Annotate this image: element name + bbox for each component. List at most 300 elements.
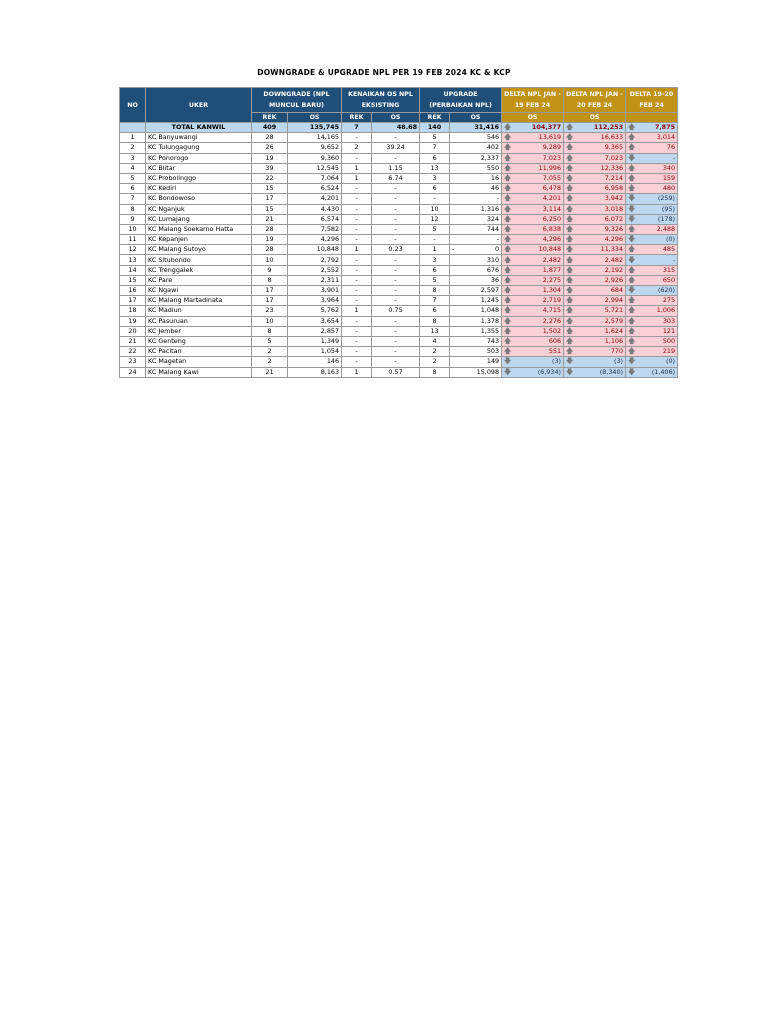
arrow-up-icon: 🡅 — [504, 316, 512, 325]
delta-cell: 🡅 6,250 — [502, 214, 564, 224]
row-kn-os: 1.15 — [372, 163, 420, 173]
row-kn-rek: - — [342, 184, 372, 194]
row-dg-rek: 2 — [252, 347, 288, 357]
row-kn-rek: - — [342, 326, 372, 336]
arrow-up-icon: 🡅 — [504, 204, 512, 213]
row-ug-rek: 6 — [420, 153, 450, 163]
row-kn-rek: 1 — [342, 306, 372, 316]
row-no: 7 — [120, 194, 146, 204]
row-kn-rek: - — [342, 286, 372, 296]
delta-cell: 🡅 3,942 — [564, 194, 626, 204]
delta-cell: 🡅 7,023 — [502, 153, 564, 163]
row-ug-os: 503 — [450, 347, 502, 357]
arrow-up-icon: 🡅 — [566, 275, 574, 284]
row-kn-rek: - — [342, 265, 372, 275]
delta-cell: 🡇 (6,934) — [502, 367, 564, 377]
row-kn-os: 0.23 — [372, 245, 420, 255]
delta-cell: 🡅 340 — [626, 163, 678, 173]
total-ug-rek: 140 — [420, 123, 450, 133]
delta-cell: 🡅 2,994 — [564, 296, 626, 306]
delta-cell: 🡅 3,014 — [626, 133, 678, 143]
delta-cell: 🡇 (0) — [626, 235, 678, 245]
row-dg-rek: 8 — [252, 275, 288, 285]
row-dg-os: 9,360 — [288, 153, 342, 163]
arrow-up-icon: 🡅 — [566, 235, 574, 244]
row-kn-os: 0.75 — [372, 306, 420, 316]
arrow-up-icon: 🡅 — [504, 194, 512, 203]
arrow-up-icon: 🡅 — [504, 275, 512, 284]
row-dg-os: 8,163 — [288, 367, 342, 377]
delta-cell: 🡅 10,848 — [502, 245, 564, 255]
delta-cell: 🡇 (620) — [626, 286, 678, 296]
delta-cell: 🡅 4,201 — [502, 194, 564, 204]
subheader-os: OS — [372, 113, 420, 123]
row-ug-rek: 13 — [420, 326, 450, 336]
arrow-up-icon: 🡅 — [504, 235, 512, 244]
arrow-up-icon: 🡅 — [566, 286, 574, 295]
total-delta-3: 🡅 7,875 — [626, 123, 678, 133]
delta-cell: 🡅 16,633 — [564, 133, 626, 143]
delta-cell: 🡅 315 — [626, 265, 678, 275]
row-kn-rek: 1 — [342, 367, 372, 377]
total-no — [120, 123, 146, 133]
row-dg-rek: 28 — [252, 133, 288, 143]
arrow-up-icon: 🡅 — [566, 265, 574, 274]
row-ug-os: 546 — [450, 133, 502, 143]
arrow-up-icon: 🡅 — [566, 245, 574, 254]
delta-cell: 🡅 303 — [626, 316, 678, 326]
row-uker: KC Bondowoso — [146, 194, 252, 204]
row-ug-os: - 0 — [450, 245, 502, 255]
row-kn-os: - — [372, 296, 420, 306]
arrow-up-icon: 🡅 — [566, 255, 574, 264]
delta-cell: 🡇 (3) — [564, 357, 626, 367]
row-uker: KC Pare — [146, 275, 252, 285]
row-dg-os: 9,652 — [288, 143, 342, 153]
row-dg-rek: 17 — [252, 286, 288, 296]
arrow-up-icon: 🡅 — [628, 265, 636, 274]
delta-cell: 🡅 6,838 — [502, 224, 564, 234]
delta-cell: 🡇 (0) — [626, 357, 678, 367]
row-uker: KC Situbondo — [146, 255, 252, 265]
row-dg-os: 14,165 — [288, 133, 342, 143]
row-uker: KC Lumajang — [146, 214, 252, 224]
row-ug-os: 324 — [450, 214, 502, 224]
arrow-up-icon: 🡅 — [504, 326, 512, 335]
row-uker: KC Malang Soekarno Hatta — [146, 224, 252, 234]
row-ug-rek: 10 — [420, 204, 450, 214]
delta-cell: 🡇 - — [626, 153, 678, 163]
row-dg-rek: 15 — [252, 204, 288, 214]
table-row — [120, 347, 678, 357]
row-no: 12 — [120, 245, 146, 255]
row-dg-rek: 28 — [252, 224, 288, 234]
row-kn-os: - — [372, 357, 420, 367]
row-kn-rek: - — [342, 296, 372, 306]
delta-cell: 🡅 9,365 — [564, 143, 626, 153]
table-row — [120, 326, 678, 336]
header-delta-jan-20: DELTA NPL JAN - 20 FEB 24 — [564, 88, 626, 113]
row-dg-os: 4,201 — [288, 194, 342, 204]
arrow-up-icon: 🡅 — [566, 214, 574, 223]
delta-cell: 🡅 480 — [626, 184, 678, 194]
subheader-os: OS — [288, 113, 342, 123]
arrow-up-icon: 🡅 — [504, 224, 512, 233]
total-kn-rek: 7 — [342, 123, 372, 133]
row-kn-os: 6.74 — [372, 173, 420, 183]
row-no: 21 — [120, 336, 146, 346]
row-uker: KC Pacitan — [146, 347, 252, 357]
arrow-up-icon: 🡅 — [504, 265, 512, 274]
delta-cell: 🡅 2,275 — [502, 275, 564, 285]
row-uker: KC Trenggalek — [146, 265, 252, 275]
delta-cell: 🡅 1,006 — [626, 306, 678, 316]
row-kn-os: 39.24 — [372, 143, 420, 153]
delta-cell: 🡅 9,289 — [502, 143, 564, 153]
arrow-up-icon: 🡅 — [628, 306, 636, 315]
row-ug-rek: 12 — [420, 214, 450, 224]
arrow-up-icon: 🡅 — [504, 255, 512, 264]
row-dg-os: 146 — [288, 357, 342, 367]
row-kn-os: - — [372, 224, 420, 234]
npl-table — [119, 87, 678, 378]
row-dg-rek: 10 — [252, 316, 288, 326]
arrow-up-icon: 🡅 — [628, 347, 636, 356]
arrow-up-icon: 🡅 — [566, 123, 574, 132]
delta-cell: 🡅 6,478 — [502, 184, 564, 194]
row-ug-os: 15,098 — [450, 367, 502, 377]
row-kn-os: - — [372, 275, 420, 285]
arrow-up-icon: 🡅 — [504, 133, 512, 142]
arrow-down-icon: 🡇 — [566, 357, 574, 366]
total-delta-2: 🡅 112,253 — [564, 123, 626, 133]
row-dg-rek: 26 — [252, 143, 288, 153]
row-ug-rek: 5 — [420, 224, 450, 234]
subheader-os: OS — [564, 113, 626, 123]
table-row — [120, 286, 678, 296]
row-ug-rek: - — [420, 194, 450, 204]
arrow-up-icon: 🡅 — [566, 163, 574, 172]
row-uker: KC Madiun — [146, 306, 252, 316]
row-dg-rek: 23 — [252, 306, 288, 316]
arrow-up-icon: 🡅 — [628, 133, 636, 142]
row-ug-os: 402 — [450, 143, 502, 153]
subheader-os: OS — [502, 113, 564, 123]
delta-cell: 🡅 2,719 — [502, 296, 564, 306]
delta-cell: 🡅 5,721 — [564, 306, 626, 316]
row-kn-os: - — [372, 235, 420, 245]
row-dg-os: 7,582 — [288, 224, 342, 234]
delta-cell: 🡅 4,715 — [502, 306, 564, 316]
row-ug-os: 2,597 — [450, 286, 502, 296]
row-kn-rek: - — [342, 255, 372, 265]
arrow-up-icon: 🡅 — [628, 184, 636, 193]
arrow-up-icon: 🡅 — [566, 133, 574, 142]
delta-cell: 🡅 1,624 — [564, 326, 626, 336]
row-kn-rek: 1 — [342, 173, 372, 183]
table-row — [120, 194, 678, 204]
row-uker: KC Nganjuk — [146, 204, 252, 214]
row-dg-os: 1,349 — [288, 336, 342, 346]
row-kn-rek: - — [342, 133, 372, 143]
table-row — [120, 357, 678, 367]
row-no: 5 — [120, 173, 146, 183]
header-no: NO — [120, 88, 146, 123]
row-ug-rek: 1 — [420, 245, 450, 255]
delta-cell: 🡅 2,488 — [626, 224, 678, 234]
row-ug-rek: 8 — [420, 286, 450, 296]
row-dg-rek: 28 — [252, 245, 288, 255]
arrow-up-icon: 🡅 — [566, 194, 574, 203]
delta-cell: 🡅 2,482 — [502, 255, 564, 265]
delta-cell: 🡅 1,106 — [564, 336, 626, 346]
row-ug-os: 36 — [450, 275, 502, 285]
arrow-down-icon: 🡇 — [504, 367, 512, 376]
row-uker: KC Blitar — [146, 163, 252, 173]
arrow-up-icon: 🡅 — [628, 316, 636, 325]
delta-cell: 🡅 4,296 — [502, 235, 564, 245]
arrow-down-icon: 🡇 — [504, 357, 512, 366]
table-row — [120, 184, 678, 194]
arrow-down-icon: 🡇 — [628, 286, 636, 295]
total-dg-os: 135,745 — [288, 123, 342, 133]
row-ug-os: 1,048 — [450, 306, 502, 316]
delta-cell: 🡅 2,192 — [564, 265, 626, 275]
row-dg-rek: 10 — [252, 255, 288, 265]
delta-cell: 🡅 219 — [626, 347, 678, 357]
row-dg-rek: 19 — [252, 153, 288, 163]
row-no: 18 — [120, 306, 146, 316]
row-dg-rek: 8 — [252, 326, 288, 336]
row-kn-os: - — [372, 204, 420, 214]
row-dg-rek: 21 — [252, 367, 288, 377]
row-dg-rek: 17 — [252, 296, 288, 306]
arrow-up-icon: 🡅 — [628, 123, 636, 132]
row-kn-os: - — [372, 133, 420, 143]
arrow-up-icon: 🡅 — [628, 326, 636, 335]
delta-cell: 🡅 1,502 — [502, 326, 564, 336]
delta-cell: 🡅 11,996 — [502, 163, 564, 173]
table-row — [120, 245, 678, 255]
arrow-up-icon: 🡅 — [566, 174, 574, 183]
arrow-down-icon: 🡇 — [628, 255, 636, 264]
table-row — [120, 143, 678, 153]
subheader-rek: REK — [342, 113, 372, 123]
row-dg-os: 3,901 — [288, 286, 342, 296]
row-uker: KC Ngawi — [146, 286, 252, 296]
arrow-up-icon: 🡅 — [566, 347, 574, 356]
arrow-up-icon: 🡅 — [504, 123, 512, 132]
row-dg-rek: 2 — [252, 357, 288, 367]
delta-cell: 🡅 3,018 — [564, 204, 626, 214]
arrow-up-icon: 🡅 — [504, 286, 512, 295]
arrow-up-icon: 🡅 — [566, 326, 574, 335]
row-kn-rek: 2 — [342, 143, 372, 153]
row-kn-rek: - — [342, 153, 372, 163]
arrow-up-icon: 🡅 — [504, 306, 512, 315]
arrow-down-icon: 🡇 — [628, 235, 636, 244]
delta-cell: 🡇 (3) — [502, 357, 564, 367]
delta-cell: 🡅 2,926 — [564, 275, 626, 285]
arrow-up-icon: 🡅 — [504, 184, 512, 193]
row-no: 8 — [120, 204, 146, 214]
row-dg-rek: 22 — [252, 173, 288, 183]
row-dg-os: 1,054 — [288, 347, 342, 357]
row-dg-os: 2,552 — [288, 265, 342, 275]
row-ug-os: 46 — [450, 184, 502, 194]
arrow-up-icon: 🡅 — [566, 316, 574, 325]
arrow-up-icon: 🡅 — [628, 245, 636, 254]
header-delta-jan-19: DELTA NPL JAN - 19 FEB 24 — [502, 88, 564, 113]
row-dg-rek: 39 — [252, 163, 288, 173]
row-ug-os: 743 — [450, 336, 502, 346]
row-no: 13 — [120, 255, 146, 265]
row-dg-os: 12,545 — [288, 163, 342, 173]
row-uker: KC Magetan — [146, 357, 252, 367]
row-no: 17 — [120, 296, 146, 306]
row-dg-rek: 5 — [252, 336, 288, 346]
row-kn-rek: - — [342, 336, 372, 346]
total-ug-os: 31,416 — [450, 123, 502, 133]
table-row — [120, 275, 678, 285]
delta-cell: 🡅 9,326 — [564, 224, 626, 234]
arrow-down-icon: 🡇 — [628, 194, 636, 203]
arrow-up-icon: 🡅 — [628, 275, 636, 284]
arrow-down-icon: 🡇 — [628, 214, 636, 223]
row-kn-os: - — [372, 255, 420, 265]
arrow-up-icon: 🡅 — [504, 296, 512, 305]
total-label: TOTAL KANWIL — [146, 123, 252, 133]
delta-cell: 🡇 (178) — [626, 214, 678, 224]
row-kn-rek: - — [342, 194, 372, 204]
arrow-up-icon: 🡅 — [566, 224, 574, 233]
arrow-up-icon: 🡅 — [504, 174, 512, 183]
row-ug-rek: 3 — [420, 173, 450, 183]
table-row — [120, 296, 678, 306]
row-no: 23 — [120, 357, 146, 367]
row-kn-rek: 1 — [342, 163, 372, 173]
delta-cell: 🡅 13,619 — [502, 133, 564, 143]
arrow-down-icon: 🡇 — [628, 204, 636, 213]
row-no: 22 — [120, 347, 146, 357]
row-dg-rek: 15 — [252, 184, 288, 194]
row-kn-rek: - — [342, 316, 372, 326]
row-uker: KC Genteng — [146, 336, 252, 346]
arrow-up-icon: 🡅 — [504, 214, 512, 223]
delta-cell: 🡅 275 — [626, 296, 678, 306]
row-dg-os: 4,296 — [288, 235, 342, 245]
delta-cell: 🡅 1,877 — [502, 265, 564, 275]
row-dg-os: 6,574 — [288, 214, 342, 224]
delta-cell: 🡅 6,072 — [564, 214, 626, 224]
total-row — [120, 123, 678, 133]
row-ug-os: - — [450, 194, 502, 204]
row-ug-os: 550 — [450, 163, 502, 173]
row-dg-os: 2,857 — [288, 326, 342, 336]
row-no: 14 — [120, 265, 146, 275]
subheader-os: OS — [450, 113, 502, 123]
table-row — [120, 224, 678, 234]
arrow-up-icon: 🡅 — [628, 337, 636, 346]
header-upgrade: UPGRADE (PERBAIKAN NPL) — [420, 88, 502, 113]
row-no: 2 — [120, 143, 146, 153]
row-uker: KC Ponorogo — [146, 153, 252, 163]
row-kn-rek: - — [342, 204, 372, 214]
row-no: 11 — [120, 235, 146, 245]
delta-cell: 🡅 4,296 — [564, 235, 626, 245]
delta-cell: 🡅 1,304 — [502, 286, 564, 296]
row-kn-os: 0.57 — [372, 367, 420, 377]
row-kn-os: - — [372, 265, 420, 275]
row-ug-os: 1,355 — [450, 326, 502, 336]
delta-cell: 🡇 (259) — [626, 194, 678, 204]
arrow-up-icon: 🡅 — [566, 204, 574, 213]
row-uker: KC Malang Sutoyo — [146, 245, 252, 255]
row-ug-os: 149 — [450, 357, 502, 367]
row-uker: KC Kepanjen — [146, 235, 252, 245]
row-uker: KC Banyuwangi — [146, 133, 252, 143]
header-kenaikan: KENAIKAN OS NPL EKSISTING — [342, 88, 420, 113]
row-ug-rek: 2 — [420, 357, 450, 367]
arrow-down-icon: 🡇 — [566, 367, 574, 376]
header-downgrade: DOWNGRADE (NPL MUNCUL BARU) — [252, 88, 342, 113]
row-dg-os: 3,964 — [288, 296, 342, 306]
arrow-up-icon: 🡅 — [628, 143, 636, 152]
row-ug-os: 1,245 — [450, 296, 502, 306]
row-no: 19 — [120, 316, 146, 326]
delta-cell: 🡅 121 — [626, 326, 678, 336]
row-no: 3 — [120, 153, 146, 163]
header-uker: UKER — [146, 88, 252, 123]
row-dg-rek: 21 — [252, 214, 288, 224]
table-row — [120, 306, 678, 316]
row-dg-os: 2,311 — [288, 275, 342, 285]
arrow-up-icon: 🡅 — [566, 153, 574, 162]
row-ug-rek: 8 — [420, 316, 450, 326]
row-kn-os: - — [372, 336, 420, 346]
arrow-up-icon: 🡅 — [628, 174, 636, 183]
arrow-up-icon: 🡅 — [628, 163, 636, 172]
row-kn-rek: - — [342, 347, 372, 357]
row-kn-os: - — [372, 316, 420, 326]
row-ug-rek: 6 — [420, 306, 450, 316]
delta-cell: 🡅 2,276 — [502, 316, 564, 326]
row-ug-os: 1,316 — [450, 204, 502, 214]
subheader-rek: REK — [252, 113, 288, 123]
row-ug-rek: 7 — [420, 143, 450, 153]
report-title: DOWNGRADE & UPGRADE NPL PER 19 FEB 2024 KC & KCP — [257, 68, 511, 77]
row-ug-rek: 7 — [420, 296, 450, 306]
arrow-down-icon: 🡇 — [628, 367, 636, 376]
row-kn-rek: - — [342, 224, 372, 234]
row-no: 20 — [120, 326, 146, 336]
row-dg-rek: 17 — [252, 194, 288, 204]
row-uker: KC Tulungagung — [146, 143, 252, 153]
row-kn-os: - — [372, 184, 420, 194]
row-ug-os: 310 — [450, 255, 502, 265]
row-ug-rek: 4 — [420, 336, 450, 346]
delta-cell: 🡅 12,336 — [564, 163, 626, 173]
delta-cell: 🡅 2,482 — [564, 255, 626, 265]
header-delta-19-20: DELTA 19-20 FEB 24 — [626, 88, 678, 113]
row-no: 4 — [120, 163, 146, 173]
row-kn-os: - — [372, 194, 420, 204]
delta-cell: 🡅 606 — [502, 336, 564, 346]
arrow-up-icon: 🡅 — [628, 296, 636, 305]
delta-cell: 🡅 684 — [564, 286, 626, 296]
arrow-up-icon: 🡅 — [504, 347, 512, 356]
delta-cell: 🡅 551 — [502, 347, 564, 357]
